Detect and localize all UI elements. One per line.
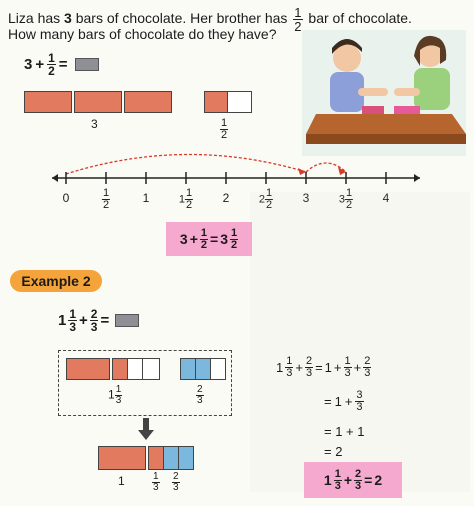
example-2-label: Example 2 <box>10 270 102 292</box>
whole-bar <box>66 358 110 380</box>
third-bar <box>112 358 160 380</box>
combined-second-bar <box>148 446 194 470</box>
number-line <box>0 150 474 194</box>
tick-label-3-half: 3 $\frac{1}{2}$ <box>338 187 353 211</box>
two-thirds-bar <box>180 358 226 380</box>
label-2-thirds: $\frac{2}{3}$ <box>197 384 203 406</box>
chocolate-bar-1 <box>24 91 72 113</box>
equation-1: 3 + $\frac{1}{2}$ = <box>24 52 99 77</box>
bottom-label-1: 1 <box>118 474 125 488</box>
children-illustration <box>302 30 466 156</box>
problem-question: How many bars of chocolate do they have? <box>8 26 277 42</box>
down-arrow-icon <box>136 418 156 442</box>
tick-label-1-half: 1 $\frac{1}{2}$ <box>178 187 193 211</box>
tick-label-4: 4 <box>382 191 390 205</box>
result-box-1: 3 + $\frac{1}{2}$ = 3 $\frac{1}{2}$ <box>166 222 252 256</box>
chocolate-bar-2 <box>74 91 122 113</box>
equation-2: 1 $\frac{1}{3}$ + $\frac{2}{3}$ = <box>58 308 139 333</box>
faded-bleed-area <box>250 192 470 492</box>
tick-label-1: 1 <box>142 191 150 205</box>
half-label: $\frac{1}{2}$ <box>221 117 228 141</box>
label-1-third: 1 $\frac{1}{3}$ <box>108 384 122 406</box>
combined-whole-bar <box>98 446 146 470</box>
working-line-1: 1 $\frac{1}{3}$ + $\frac{2}{3}$ = 1 + $\frac{1}{3}$ + $\frac{2}{3}$ <box>276 355 371 379</box>
tick-label-3: 3 <box>302 191 310 205</box>
result-box-2: 1 $\frac{1}{3}$ + $\frac{2}{3}$ = 2 <box>304 462 402 498</box>
bottom-label-1-third: $\frac{1}{3}$ <box>153 471 159 493</box>
bottom-label-2-thirds: $\frac{2}{3}$ <box>173 471 179 493</box>
answer-box <box>75 58 99 71</box>
tick-label-2: 2 <box>222 191 230 205</box>
tick-label-0: 0 <box>62 191 70 205</box>
bars-label-3: 3 <box>91 117 98 131</box>
tick-label-half: $\frac{1}{2}$ <box>102 187 110 211</box>
problem-text: Liza has 3 bars of chocolate. Her brother has $\frac{1}{2}$ bar of chocolate. <box>8 5 412 34</box>
working-line-4: = 2 <box>324 444 343 459</box>
chocolate-bar-3 <box>124 91 172 113</box>
working-line-2: = 1 + $\frac{3}{3}$ <box>324 389 363 413</box>
answer-box-2 <box>115 314 139 327</box>
tick-label-2-half: 2 $\frac{1}{2}$ <box>258 187 273 211</box>
half-chocolate-bar <box>204 91 252 113</box>
working-line-3: = 1 + 1 <box>324 424 365 439</box>
